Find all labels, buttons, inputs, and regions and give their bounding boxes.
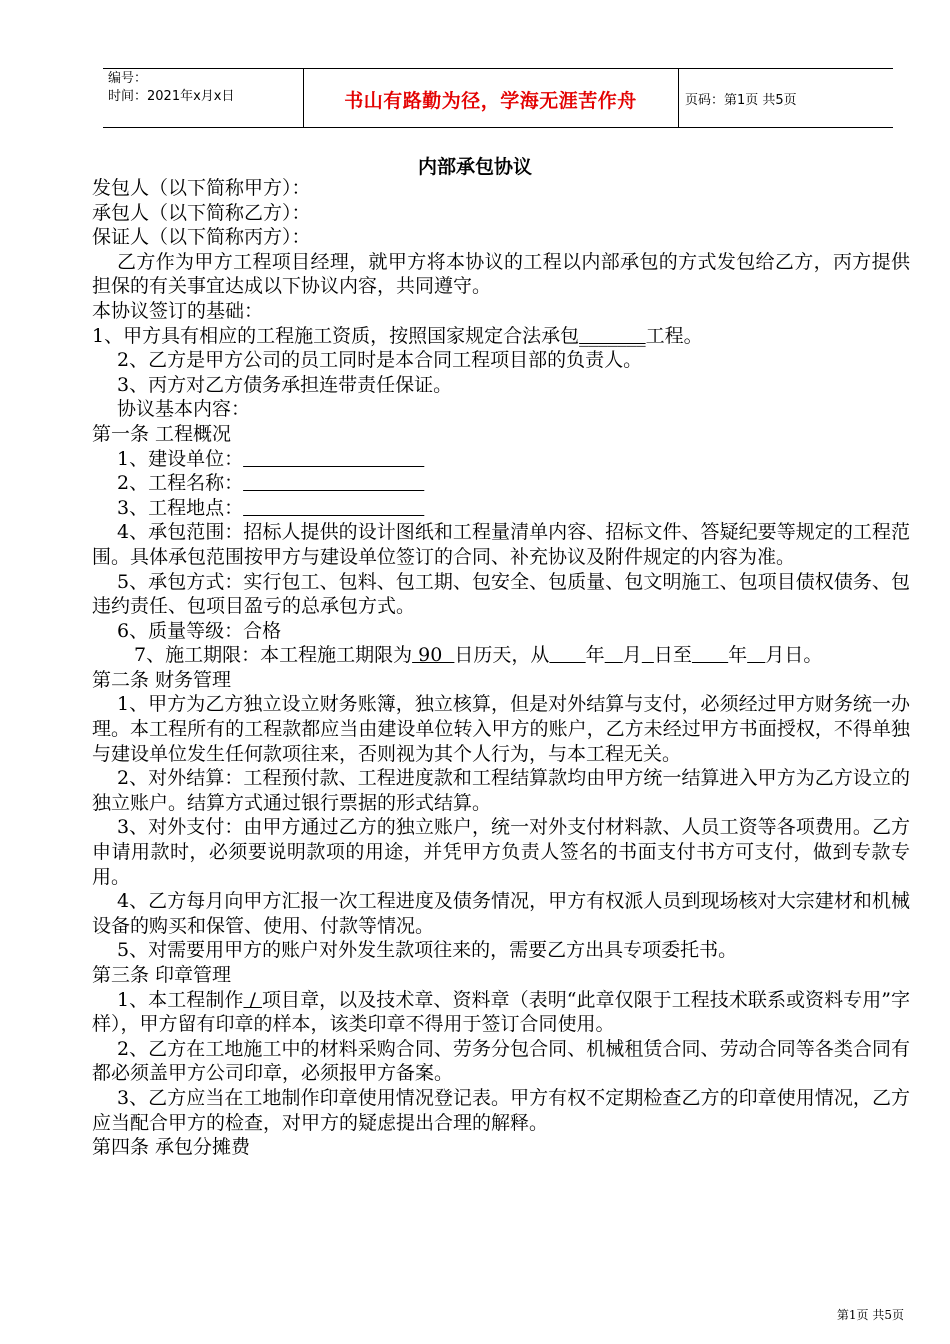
header-bottom-rule — [103, 127, 893, 128]
page-header — [103, 68, 893, 128]
article-1-item-6: 6、质量等级：合格 — [117, 619, 282, 642]
basis-item-3: 3、丙方对乙方债务承担连带责任保证。 — [117, 373, 453, 396]
article-1-item-2 — [92, 471, 910, 496]
blank-line — [605, 644, 623, 666]
document-date: 时间：2021年x月x日 — [108, 89, 235, 104]
item-text: 项目章，以及技术章、资料章（表明“此章仅限于工程技术联系或资料专用”字样），甲方留有印章的样本，该类印章不得用于签订合同使用。 — [92, 988, 910, 1036]
header-meta — [108, 70, 234, 106]
item-7-text: 年 — [585, 644, 605, 667]
item-7-text: 日。 — [784, 644, 823, 667]
item-7-text: 7、施工期限：本工程施工期限为 — [134, 644, 413, 667]
article-1-item-5: 5、承包方式：实行包工、包料、包工期、包安全、包质量、包文明施工、包项目债权债务、包违约责任、包项目盈亏的总承包方式。 — [92, 570, 910, 618]
article-1-item-3 — [92, 496, 910, 521]
field-label: 2、工程名称： — [117, 472, 244, 495]
blank-line: _______ — [579, 324, 646, 347]
article-1-item-7 — [92, 643, 910, 668]
article-2-item-2: 2、对外结算：工程预付款、工程进度款和工程结算款均由甲方统一结算进入甲方为乙方设立的独立账户。结算方式通过银行票据的形式结算。 — [92, 767, 910, 814]
blank-line — [747, 644, 765, 666]
content-heading: 协议基本内容： — [117, 398, 251, 421]
basis-item-1-tail: 工程。 — [645, 324, 703, 347]
blank-line — [549, 644, 585, 666]
duration-days: 90 — [412, 644, 455, 667]
header-divider-2 — [678, 68, 679, 128]
blank-line — [692, 644, 728, 666]
page-footer: 第1页 共5页 — [836, 1308, 904, 1322]
article-1-item-4: 4、承包范围：招标人提供的设计图纸和工程量清单内容、招标文件、答疑纪要等规定的工程范围。具体承包范围按甲方与建设单位签订的合同、补充协议及附件规定的内容为准。 — [92, 521, 910, 568]
document-number-label: 编号： — [108, 71, 148, 86]
article-1-item-1 — [92, 447, 910, 472]
blank-line — [243, 472, 424, 494]
article-3-item-2: 2、乙方在工地施工中的材料采购合同、劳务分包合同、机械租赁合同、劳动合同等各类合同有都必须盖甲方公司印章，必须报甲方备案。 — [92, 1037, 910, 1085]
article-2-item-1: 1、甲方为乙方独立设立财务账簿，独立核算，但是对外结算与支付，必须经过甲方财务统一办理。本工程所有的工程款都应当由建设单位转入甲方的账户，乙方未经过甲方书面授权，不得单独与建设单位发生任何款项往来，否则视为其个人行为，与本工程无关。 — [92, 693, 910, 765]
document-title: 内部承包协议 — [417, 156, 532, 178]
article-3-item-1 — [92, 988, 910, 1037]
field-label: 1、建设单位： — [117, 447, 244, 470]
document-body — [92, 176, 910, 1160]
field-label: 3、工程地点： — [117, 496, 244, 519]
article-3-item-3: 3、乙方应当在工地制作印章使用情况登记表。甲方有权不定期检查乙方的印章使用情况，乙方应当配合甲方的检查，对甲方的疑虑提出合理的解释。 — [92, 1086, 910, 1134]
article-3-heading: 第三条 印章管理 — [92, 964, 232, 986]
party-b: 承包人（以下简称乙方）： — [92, 201, 311, 224]
article-2-item-5: 5、对需要用甲方的账户对外发生款项往来的，需要乙方出具专项委托书。 — [117, 939, 738, 962]
item-7-text: 日至 — [653, 644, 692, 667]
basis-item-1-text: 1、甲方具有相应的工程施工资质，按照国家规定合法承包 — [92, 324, 580, 347]
article-1-heading: 第一条 工程概况 — [92, 422, 232, 445]
blank-line — [243, 448, 424, 470]
article-2-item-3: 3、对外支付：由甲方通过乙方的独立账户，统一对外支付材料款、人员工资等各项费用。乙方申请用款时，必须要说明款项的用途，并凭甲方负责人签名的书面支付书方可支付，做到专款专用。 — [92, 816, 910, 888]
item-7-text: 日历天，从 — [454, 644, 550, 667]
intro-paragraph: 乙方作为甲方工程项目经理，就甲方将本协议的工程以内部承包的方式发包给乙方，丙方提供担保的有关事宜达成以下协议内容，共同遵守。 — [92, 250, 910, 298]
article-4-heading: 第四条 承包分摊费 — [92, 1136, 251, 1159]
blank-line: / — [243, 988, 262, 1011]
item-7-text: 月 — [765, 644, 785, 667]
party-a: 发包人（以下简称甲方）： — [92, 177, 311, 199]
article-2-heading: 第二条 财务管理 — [92, 668, 232, 691]
basis-item-1 — [92, 324, 910, 349]
basis-item-2: 2、乙方是甲方公司的员工同时是本合同工程项目部的负责人。 — [117, 349, 643, 372]
item-text: 1、本工程制作 — [117, 988, 244, 1011]
blank-line — [243, 497, 424, 519]
article-2-item-4: 4、乙方每月向甲方汇报一次工程进度及债务情况，甲方有权派人员到现场核对大宗建材和机械设备的购买和保管、使用、付款等情况。 — [92, 890, 910, 937]
item-7-text: 年 — [728, 644, 748, 667]
basis-heading: 本协议签订的基础： — [92, 299, 264, 322]
party-c: 保证人（以下简称丙方）： — [92, 226, 311, 249]
header-page-info: 页码：第1页 共5页 — [685, 93, 797, 108]
header-motto: 书山有路勤为径，学海无涯苦作舟 — [344, 90, 637, 112]
blank-line — [642, 644, 654, 666]
item-7-text: 月 — [622, 644, 642, 667]
header-top-rule — [103, 68, 893, 69]
